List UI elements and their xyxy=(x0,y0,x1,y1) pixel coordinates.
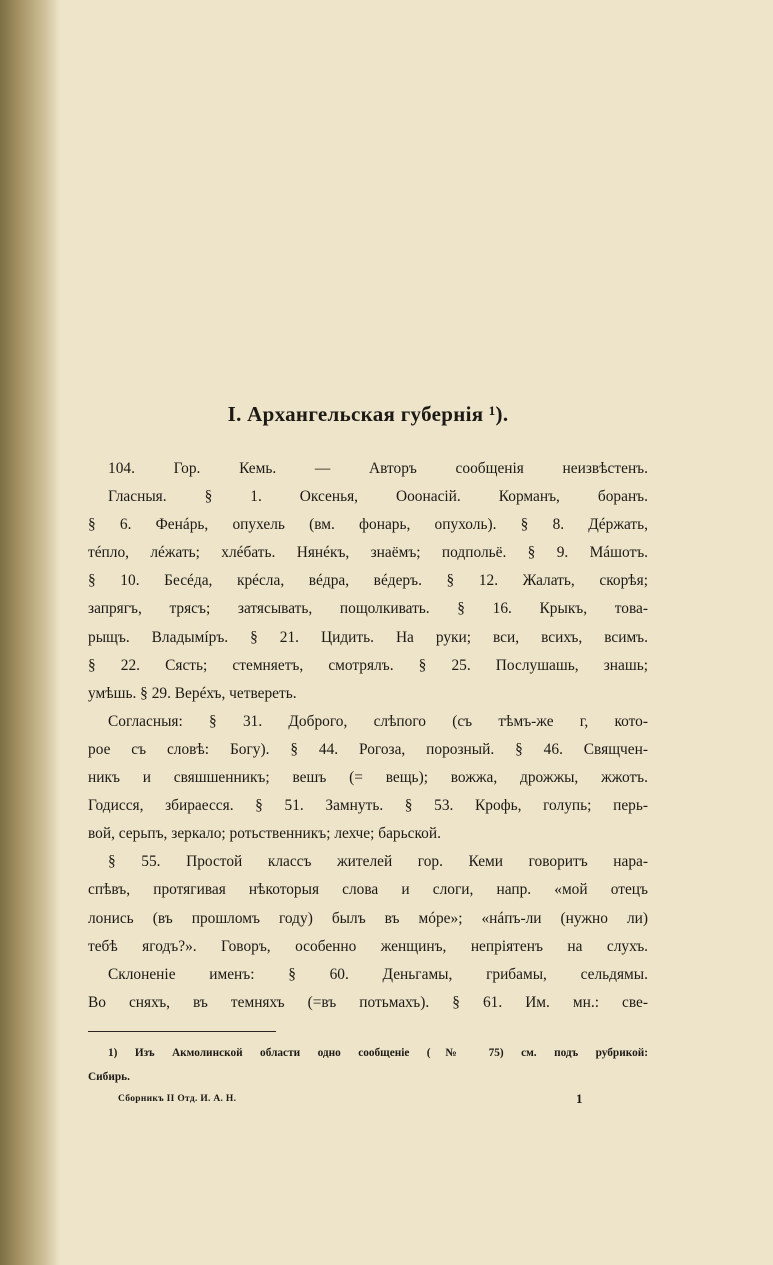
text-line: Согласныя: § 31. Доброго, слѣпого (съ тѣмъ-же г, кото- xyxy=(108,712,648,730)
page-content xyxy=(88,0,648,1265)
text-line: спѣвъ, протягивая нѣкоторыя слова и слоги, напр. «мой отецъ xyxy=(88,881,648,899)
text-line: рое съ словѣ: Богу). § 44. Рогоза, порозный. § 46. Свящчен- xyxy=(88,740,648,758)
text-line: Во сняхъ, въ темняхъ (=въ потьмахъ). § 61. Им. мн.: све- xyxy=(88,993,648,1011)
text-line: 104. Гор. Кемь. — Авторъ сообщенія неизвѣстенъ. xyxy=(108,460,648,477)
book-gutter-shadow xyxy=(0,0,60,1265)
text-line: Гласныя. § 1. Оксенья, Ооонасій. Корманъ, боранъ. xyxy=(108,488,648,506)
footnote-line-2: Сибирь. xyxy=(88,1071,130,1083)
footnote-rule xyxy=(88,1031,276,1032)
text-line: § 55. Простой классъ жителей гор. Кеми говоритъ нара- xyxy=(108,853,648,871)
text-line: вой, серьпъ, зеркало; ротьственникъ; лехче; барьской. xyxy=(88,825,441,843)
text-line: Годисся, збираесся. § 51. Замнуть. § 53. Крофь, голупь; перь- xyxy=(88,797,648,815)
text-line: умѣшь. § 29. Верéхъ, четвереть. xyxy=(88,684,297,702)
text-line: лонись (въ прошломъ году) былъ въ мóре»; «нáпъ-ли (нужно ли) xyxy=(88,909,648,927)
page-number: 1 xyxy=(576,1091,583,1106)
text-line: никъ и свяшшенникъ; вешъ (= вещь); вожжа, дрожжы, жжотъ. xyxy=(88,769,648,787)
text-line: Склоненіе именъ: § 60. Деньгамы, грибамы, сельдямы. xyxy=(108,965,648,983)
text-line: § 22. Сясть; стемняетъ, смотрялъ. § 25. Послушашь, знашь; xyxy=(88,656,648,674)
footnote-line-1: 1) Изъ Акмолинской области одно сообщеніе (№ 75) см. подъ рубрикой: xyxy=(108,1047,648,1059)
printer-signature: Сборникъ II Отд. И. А. Н. xyxy=(118,1094,237,1104)
body-text xyxy=(88,455,648,1017)
section-heading: I. Архангельская губернія ¹). xyxy=(227,402,509,426)
text-line: рыщъ. Владымíръ. § 21. Цидить. На руки; вси, всихъ, всимъ. xyxy=(88,628,648,646)
text-line: запрягъ, трясъ; затясывать, пощолкивать. § 16. Крыкъ, това- xyxy=(88,600,648,618)
text-line: § 6. Фенáрь, опухель (вм. фонарь, опухоль). § 8. Дéржать, xyxy=(88,516,648,534)
text-line: § 10. Бесéда, крéсла, вéдра, вéдеръ. § 12. Жалать, скорѣя; xyxy=(88,572,648,590)
text-line: тéпло, лéжать; хлéбать. Нянéкъ, знаёмъ; подпольё. § 9. Мáшотъ. xyxy=(88,544,648,562)
text-line: тебѣ ягодъ?». Говоръ, особенно женщинъ, непріятенъ на слухъ. xyxy=(88,937,648,955)
